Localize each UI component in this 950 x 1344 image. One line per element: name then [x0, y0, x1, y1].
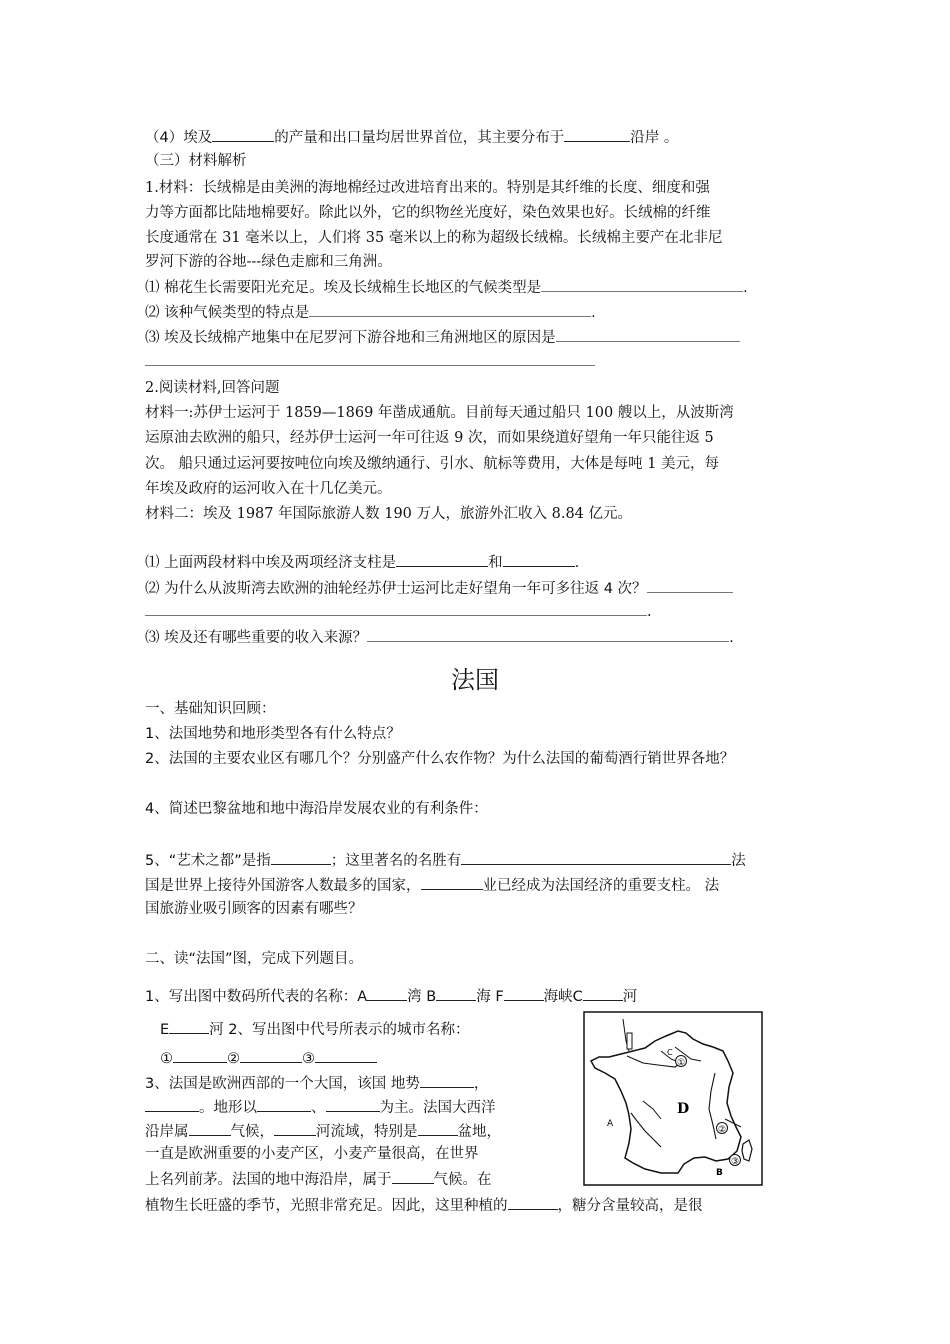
question-1: 1、法国地势和地形类型各有什么特点？ [145, 726, 401, 742]
answer-blank[interactable] [367, 985, 407, 1001]
paragraph-3-line-2 [145, 1096, 496, 1118]
question-text: 植物生长旺盛的季节，光照非常充足。因此，这里种植的 [145, 1198, 508, 1214]
answer-blank[interactable] [326, 1096, 380, 1112]
answer-blank[interactable] [274, 1120, 316, 1136]
question-text: 3、法国是欧洲西部的一个大国，该国 地势 [145, 1076, 420, 1092]
question-text: ⑶ 埃及长绒棉产地集中在尼罗河下游谷地和三角洲地区的原因是 [145, 330, 556, 346]
answer-blank[interactable] [418, 1120, 458, 1136]
m2-question-3: ⑶ 埃及还有哪些重要的收入来源？ . [145, 626, 734, 648]
question-text: 为主。法国大西洋 [379, 1100, 496, 1116]
question-text: 海 F [476, 989, 504, 1005]
answer-blank[interactable] [145, 350, 595, 366]
answer-blank[interactable] [367, 626, 729, 642]
paragraph-3-line-4: 一直是欧洲重要的小麦产区，小麦产量很高，在世界 [145, 1146, 479, 1162]
m1-q3-continuation [145, 350, 595, 372]
label-c: C [667, 1048, 673, 1057]
q4-text-a: （4）埃及 [145, 130, 213, 146]
question-text: ⑵ 为什么从波斯湾去欧洲的油轮经苏伊士运河比走好望角一年可多往返 4 次？ [145, 581, 647, 597]
question-text: 盆地， [457, 1124, 501, 1140]
answer-blank[interactable] [309, 301, 591, 317]
answer-blank[interactable] [271, 849, 331, 865]
answer-blank[interactable] [212, 126, 274, 142]
answer-blank[interactable] [173, 1047, 227, 1063]
q4-text-c: 沿岸 。 [630, 130, 679, 146]
answer-blank[interactable] [421, 874, 483, 890]
answer-blank[interactable] [504, 985, 544, 1001]
question-text: ，糖分含量较高，是很 [557, 1198, 703, 1214]
question-text: 、 [311, 1100, 326, 1116]
question-text: 气候， [230, 1124, 274, 1140]
material-line: 力等方面都比陆地棉要好。除此以外，它的织物丝光度好，染色效果也好。长绒棉的纤维 [145, 205, 711, 221]
circle-number: ② [227, 1051, 240, 1067]
paragraph-3-line-5 [145, 1168, 492, 1190]
question-text: 1、写出图中数码所代表的名称：A [145, 989, 368, 1005]
label-a: A [607, 1119, 614, 1129]
answer-blank[interactable] [420, 1072, 474, 1088]
material-line: 1.材料：长绒棉是由美洲的海地棉经过改进培育出来的。特别是其纤维的长度、细度和强 [145, 180, 710, 196]
answer-blank[interactable] [503, 551, 575, 567]
answer-blank[interactable] [145, 1096, 199, 1112]
answer-blank[interactable] [189, 1120, 231, 1136]
answer-blank[interactable] [257, 1096, 311, 1112]
m1-question-3 [145, 326, 740, 348]
question-text: 湾 B [407, 989, 437, 1005]
map-question-1 [145, 985, 637, 1007]
section-heading: （三）材料解析 [145, 153, 247, 169]
circle-number: ① [160, 1051, 173, 1067]
question-5 [145, 849, 746, 871]
circle-number: ③ [302, 1051, 315, 1067]
paragraph-3-line-6 [145, 1194, 703, 1216]
m2-question-2 [145, 577, 733, 599]
m2-heading: 2.阅读材料,回答问题 [145, 380, 280, 396]
label-d: D [677, 1101, 690, 1117]
material-line: 长度通常在 31 毫米以上，人们将 35 毫米以上的称为超级长绒棉。长绒棉主要产在北非尼 [145, 230, 723, 246]
question-text: ⑵ 该种气候类型的特点是 [145, 305, 310, 321]
question-text: 上名列前茅。法国的地中海沿岸，属于 [145, 1172, 392, 1188]
m2-q2-continuation: . [145, 600, 652, 622]
label-b: B [716, 1168, 723, 1178]
m1-question-1: ⑴ 棉花生长需要阳光充足。埃及长绒棉生长地区的气候类型是 . [145, 276, 748, 298]
question-text: 沿岸属 [145, 1124, 189, 1140]
answer-blank[interactable] [396, 551, 488, 567]
question-5-line-2 [145, 874, 719, 896]
answer-blank[interactable] [315, 1047, 377, 1063]
answer-blank[interactable] [647, 577, 733, 593]
question-text: 法 [731, 853, 746, 869]
material-line: 年埃及政府的运河收入在十几亿美元。 [145, 481, 392, 497]
answer-blank[interactable] [556, 326, 740, 342]
answer-blank[interactable] [436, 985, 476, 1001]
question-text: 气候。在 [433, 1172, 492, 1188]
city-2-label: ② [717, 1125, 727, 1135]
section-heading: 二、读“法国”图，完成下列题目。 [145, 951, 364, 967]
answer-blank[interactable] [169, 1018, 209, 1034]
paragraph-3-line-3 [145, 1120, 501, 1142]
question-text: 和 [488, 555, 503, 571]
answer-blank[interactable] [541, 276, 743, 292]
paragraph-3-line-1 [145, 1072, 488, 1094]
answer-blank[interactable] [508, 1194, 558, 1210]
material-line: 运原油去欧洲的船只，经苏伊士运河一年可往返 9 次，而如果绕道好望角一年只能往返 5 [145, 430, 714, 446]
question-text: ；这里著名的名胜有 [330, 853, 462, 869]
question-text: E [160, 1022, 170, 1038]
question-5-line-3: 国旅游业吸引顾客的因素有哪些？ [145, 901, 363, 917]
question-text: ⑴ 上面两段材料中埃及两项经济支柱是 [145, 555, 397, 571]
question-text: 河 [622, 989, 638, 1005]
material-line: 材料一:苏伊士运河于 1859—1869 年凿成通航。目前每天通过船只 100 艘以上，从波斯湾 [145, 405, 734, 421]
section-heading: 一、基础知识回顾： [145, 701, 276, 717]
question-4: 4、简述巴黎盆地和地中海沿岸发展农业的有利条件： [145, 801, 488, 817]
page-title: 法国 [451, 666, 499, 694]
material-line: 罗河下游的谷地---绿色走廊和三角洲。 [145, 254, 392, 270]
map-question-1-cont [160, 1018, 470, 1040]
m2-question-1: ⑴ 上面两段材料中埃及两项经济支柱是 和 . [145, 551, 579, 573]
city-answers [160, 1047, 377, 1069]
question-text: 。地形以 [199, 1100, 257, 1116]
question-text: 河 2、写出图中代号所表示的城市名称： [209, 1022, 470, 1038]
material-line: 次。 船只通过运河要按吨位向埃及缴纳通行、引水、航标等费用，大体是每吨 1 美元，每 [145, 456, 720, 472]
material-line: 材料二：埃及 1987 年国际旅游人数 190 万人，旅游外汇收入 8.84 亿元。 [145, 506, 633, 522]
question-text: 海峡C [543, 989, 583, 1005]
answer-blank[interactable] [145, 600, 647, 616]
question-text: 业已经成为法国经济的重要支柱。 法 [482, 878, 720, 894]
legend-mark [627, 1033, 632, 1049]
egypt-q4 [145, 126, 678, 148]
question-text: ， [473, 1076, 489, 1092]
answer-blank[interactable] [392, 1168, 434, 1184]
answer-blank[interactable] [564, 126, 630, 142]
q4-text-b: 的产量和出口量均居世界首位，其主要分布于 [274, 130, 565, 146]
question-text: 5、“艺术之都”是指 [145, 853, 271, 869]
answer-blank[interactable] [240, 1047, 302, 1063]
question-text: ⑶ 埃及还有哪些重要的收入来源？ [145, 630, 368, 646]
answer-blank[interactable] [583, 985, 623, 1001]
france-map [583, 1011, 763, 1186]
question-2: 2、法国的主要农业区有哪几个？分别盛产什么农作物？为什么法国的葡萄酒行销世界各地？ [145, 751, 735, 767]
question-text: 国是世界上接待外国游客人数最多的国家， [145, 878, 421, 894]
m1-question-2: ⑵ 该种气候类型的特点是 . [145, 301, 596, 323]
question-text: ⑴ 棉花生长需要阳光充足。埃及长绒棉生长地区的气候类型是 [145, 280, 542, 296]
city-3-label: ③ [730, 1157, 740, 1167]
city-1-label: ① [676, 1058, 686, 1068]
question-text: 河流域，特别是 [316, 1124, 418, 1140]
answer-blank[interactable] [461, 849, 731, 865]
